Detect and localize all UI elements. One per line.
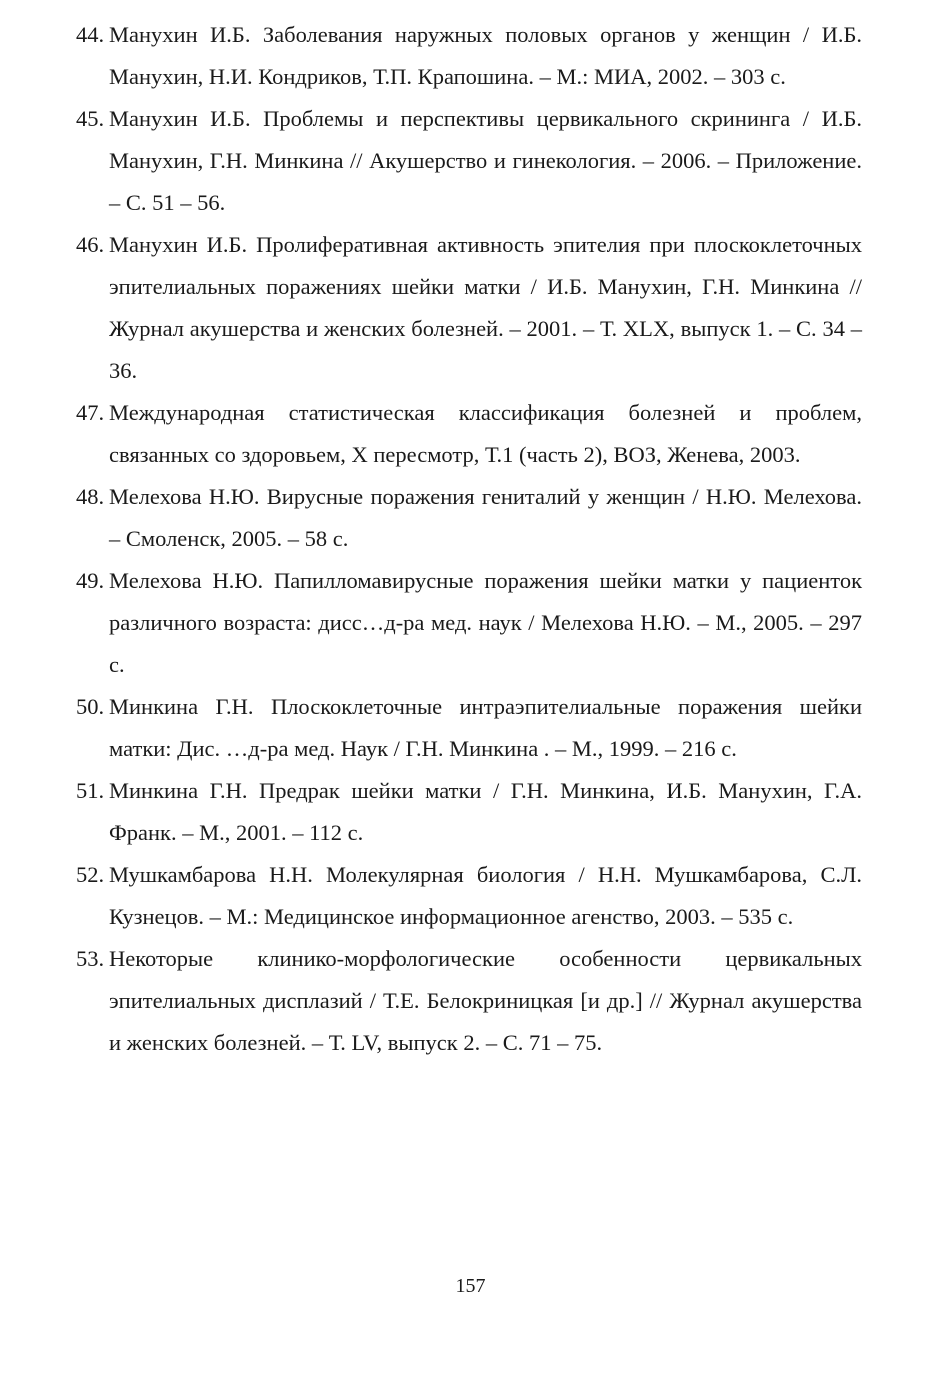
reference-text: Манухин И.Б. Пролиферативная активность эпителия при плоскоклеточных эпителиальных поражениях шейки матки / И.Б. Манухин, Г.Н. Минкина // Журнал акушерства и женских болезней. – 2001. – Т. XLX, выпуск 1. – С. 34 – 36.	[109, 232, 862, 383]
reference-item	[76, 224, 862, 392]
reference-number: 49.	[76, 568, 105, 593]
reference-number: 45.	[76, 106, 105, 131]
reference-text: Мушкамбарова Н.Н. Молекулярная биология / Н.Н. Мушкамбарова, С.Л. Кузнецов. – М.: Медицинское информационное агенство, 2003. – 535 с.	[109, 862, 862, 929]
reference-item	[76, 476, 862, 560]
page-number: 157	[455, 1275, 486, 1297]
reference-list	[76, 14, 862, 1064]
reference-number: 51.	[76, 778, 105, 803]
reference-item	[76, 560, 862, 686]
reference-number: 44.	[76, 22, 105, 47]
reference-text: Некоторые клинико-морфологические особенности цервикальных эпителиальных дисплазий / Т.Е. Белокриницкая [и др.] // Журнал акушерства и женских болезней. – Т. LV, выпуск 2. – С. 71 – 75.	[109, 946, 862, 1055]
reference-item	[76, 686, 862, 770]
reference-text: Мелехова Н.Ю. Вирусные поражения гениталий у женщин / Н.Ю. Мелехова. – Смоленск, 2005. – 58 с.	[109, 484, 862, 551]
reference-item	[76, 98, 862, 224]
reference-text: Манухин И.Б. Заболевания наружных половых органов у женщин / И.Б. Манухин, Н.И. Кондриков, Т.П. Крапошина. – М.: МИА, 2002. – 303 с.	[109, 22, 862, 89]
reference-number: 50.	[76, 694, 105, 719]
reference-number: 53.	[76, 946, 105, 971]
reference-item	[76, 854, 862, 938]
reference-item	[76, 770, 862, 854]
reference-number: 46.	[76, 232, 105, 257]
reference-item	[76, 938, 862, 1064]
reference-text: Минкина Г.Н. Предрак шейки матки / Г.Н. Минкина, И.Б. Манухин, Г.А. Франк. – М., 2001. – 112 с.	[109, 778, 862, 845]
reference-number: 48.	[76, 484, 105, 509]
reference-text: Международная статистическая классификация болезней и проблем, связанных со здоровьем, X пересмотр, Т.1 (часть 2), ВОЗ, Женева, 2003.	[109, 400, 862, 467]
reference-text: Мелехова Н.Ю. Папилломавирусные поражения шейки матки у пациенток различного возраста: дисс…д-ра мед. наук / Мелехова Н.Ю. – М., 2005. – 297 с.	[109, 568, 862, 677]
reference-number: 47.	[76, 400, 105, 425]
reference-item	[76, 14, 862, 98]
reference-text: Минкина Г.Н. Плоскоклеточные интраэпителиальные поражения шейки матки: Дис. …д-ра мед. Наук / Г.Н. Минкина . – М., 1999. – 216 с.	[109, 694, 862, 761]
reference-item	[76, 392, 862, 476]
reference-text: Манухин И.Б. Проблемы и перспективы цервикального скрининга / И.Б. Манухин, Г.Н. Минкина // Акушерство и гинекология. – 2006. – Приложение. – С. 51 – 56.	[109, 106, 862, 215]
reference-number: 52.	[76, 862, 105, 887]
